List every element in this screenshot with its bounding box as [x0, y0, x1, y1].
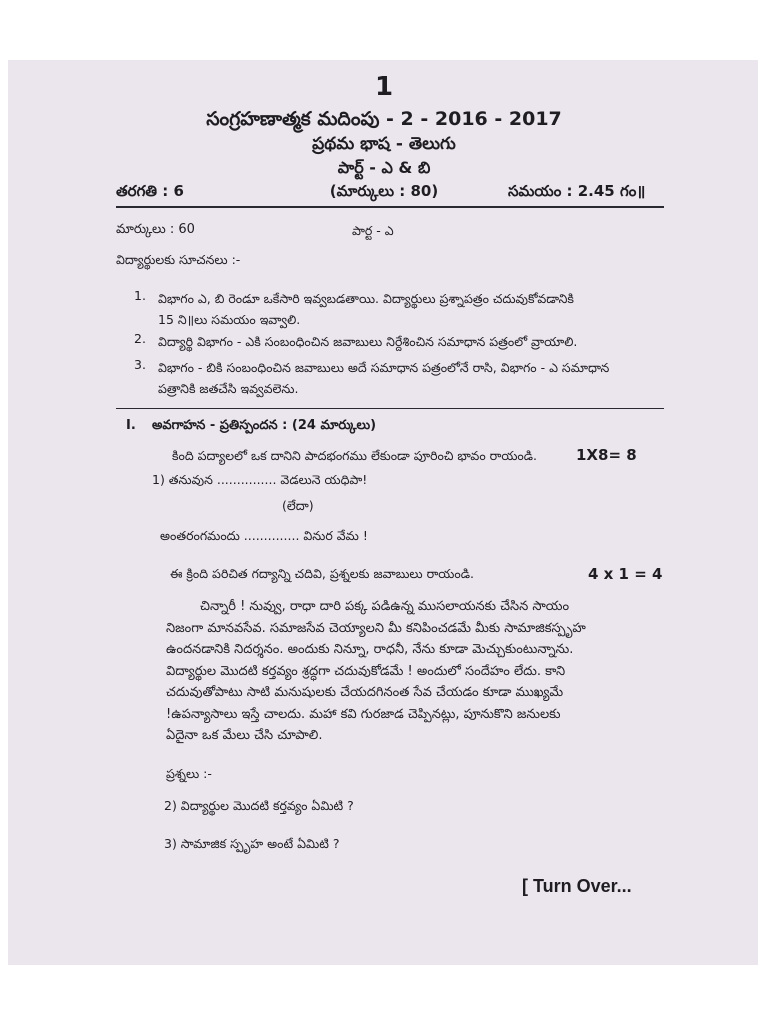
passage-line: చిన్నారీ ! నువ్వు, రాధా దారి పక్క పడిఉన్న ముసలాయనకు చేసిన సాయం — [200, 599, 570, 614]
passage-line: విద్యార్థుల మొదటి కర్తవ్యం శ్రద్ధగా చదువుకోడమే ! అందులో సందేహం లేదు. కాని — [166, 663, 566, 679]
instruction-3-line-2: పత్రానికి జతచేసి ఇవ్వవలెను. — [158, 381, 299, 396]
page-number: 1 — [374, 72, 394, 102]
question-numeral: I. — [126, 418, 136, 433]
instruction-number: 2. — [134, 331, 146, 346]
section-marks: మార్కులు : 60 — [116, 222, 195, 237]
instruction-1-line-1: విభాగం ఎ, బి రెండూ ఒకేసారి ఇవ్వబడతాయి. విద్యార్థులు ప్రశ్నాపత్రం చదువుకోవడానికి — [158, 291, 574, 306]
instruction-2-line-1: విద్యార్థి విభాగం - ఎకి సంబంధించిన జవాబులు నిర్దేశించిన సమాధాన పత్రంలో వ్రాయాలి. — [158, 334, 578, 349]
passage-line: ఏదైనా ఒక మేలు చేసి చూపాలి. — [166, 728, 323, 743]
or-label: (లేదా) — [282, 498, 314, 513]
subject-title: ప్రథమ భాష - తెలుగు — [312, 134, 456, 154]
questions-label: ప్రశ్నలు :- — [166, 766, 212, 781]
poem-item-1b: అంతరంగమందు .............. వినుర వేమ ! — [160, 528, 368, 543]
instruction-number: 1. — [134, 288, 146, 303]
passage-line: !ఉపన్యాసాలు ఇస్తే చాలదు. మహా కవి గురజాడ చెప్పినట్లు, పూనుకొని జనులకు — [166, 706, 561, 722]
question-heading: అవగాహన - ప్రతిస్పందన : (24 మార్కులు) — [152, 418, 377, 433]
class-label: తరగతి : 6 — [116, 182, 184, 200]
exam-title: సంగ్రహణాత్మక మదింపు - 2 - 2016 - 2017 — [206, 108, 562, 130]
instructions-heading: విద్యార్థులకు సూచనలు :- — [116, 252, 241, 267]
question-3: 3) సామాజిక స్పృహ అంటే ఏమిటి ? — [164, 836, 340, 851]
passage — [166, 596, 686, 747]
passage-line: నిజంగా మానవసేవ. సమాజసేవ చెయ్యాలని మీ కనిపించడమే మీకు సామాజికస్పృహ — [166, 620, 586, 636]
poem-item-1: 1) తనువున ............... వెడలునె యధిపా! — [152, 472, 368, 487]
instruction-number: 3. — [134, 357, 146, 372]
turn-over-label: [ Turn Over... — [522, 876, 632, 896]
passage-instruction: ఈ క్రింది పరిచిత గద్యాన్ని చదివి, ప్రశ్నలకు జవాబులు రాయండి. — [170, 566, 474, 581]
total-marks: (మార్కులు : 80) — [329, 182, 439, 200]
question-marks: 1X8= 8 — [576, 446, 637, 464]
header-divider — [116, 206, 664, 208]
passage-line: ఉందనడానికి నిదర్శనం. అందుకు నిన్నూ, రాధనీ, నేను కూడా మెచ్చుకుంటున్నాను. — [166, 642, 574, 657]
passage-line: చదువుతోపాటు సాటి మనుషులకు చేయదగినంత సేవ చేయడం కూడా ముఖ్యమే — [166, 685, 564, 700]
section-divider — [116, 408, 664, 409]
question-instruction: కింది పద్యాలలో ఒక దానిని పాదభంగము లేకుండా పూరించి భావం రాయండి. — [172, 448, 537, 463]
part-label: పార్ట - ఎ — [352, 223, 394, 238]
instruction-3-line-1: విభాగం - బికి సంబంధించిన జవాబులు అదే సమాధాన పత్రంలోనే రాసి, విభాగం - ఎ సమాధాన — [158, 360, 610, 375]
instruction-1-line-2: 15 ని॥లు సమయం ఇవ్వాలి. — [158, 312, 301, 327]
part-title: పార్ట్ - ఎ & బి — [337, 158, 431, 177]
passage-marks: 4 x 1 = 4 — [588, 565, 663, 583]
question-2: 2) విద్యార్థుల మొదటి కర్తవ్యం ఏమిటి ? — [164, 798, 354, 813]
exam-time: సమయం : 2.45 గం॥ — [508, 182, 646, 200]
